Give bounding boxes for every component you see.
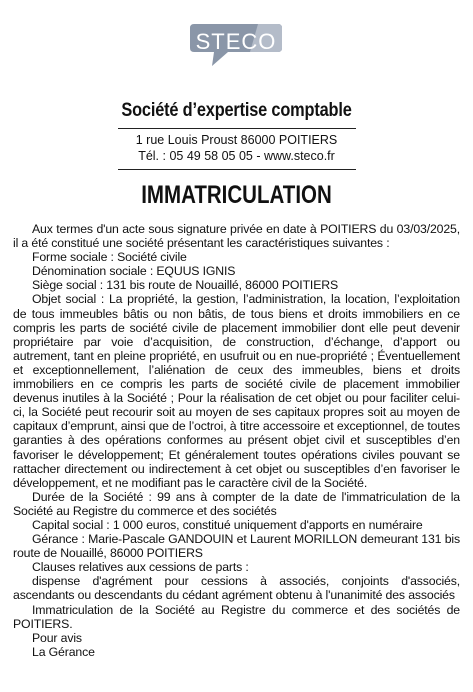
- header-rule-top: [118, 128, 356, 129]
- notice-capital: Capital social : 1 000 euros, constitué uniquement d'apports en numéraire: [32, 517, 423, 532]
- notice-objet: Objet social : La propriété, la gestion, l’administration, la location, l’exploitation de tous immeubles bâtis ou non bâtis, de tous biens et droits immobiliers en ce compris les parts de société civile de placement immobilier dont elle peut devenir propriétaire par voie d’acquisition, de construction, d’échange, d’apport ou autrement, tant en pleine propriété, en usufruit ou en nue-propriété ; Éventuellement et exceptionnellement, l’aliénation de ceux des immeubles, biens et droits immobiliers en ce compris les parts de société civile de placement immobilier devenus inutiles à la Société ; Pour la réalisation de cet objet ou pour faciliter celui-ci, la Société peut recourir soit au moyen de ses capitaux propres soit au moyen de capitaux d’emprunt, ainsi que de l’octroi, à titre accessoire et exceptionnel, de toutes garanties à des opérations conformes au présent objet civil et susceptibles d’en favoriser le développement; Et généralement toutes opérations civiles pouvant se rattacher directement ou indirectement à cet objet ou susceptibles d’en favoriser le développement, et ne modifiant pas le caractère civil de la Société.: [13, 292, 460, 490]
- company-header: [0, 100, 473, 122]
- notice-intro: Aux termes d'un acte sous signature privée en date à POITIERS du 03/03/2025, il a été constitué une société présentant les caractéristiques suivantes :: [13, 222, 460, 251]
- notice-signature: La Gérance: [32, 644, 95, 659]
- notice-gerance: Gérance : Marie-Pascale GANDOUIN et Laurent MORILLON demeurant 131 bis route de Nouaillé, 86000 POITIERS: [13, 532, 460, 561]
- notice-title: IMMATRICULATION: [141, 181, 332, 209]
- notice-body: [13, 222, 460, 659]
- notice-pour-avis: Pour avis: [32, 630, 82, 645]
- notice-duree: Durée de la Société : 99 ans à compter de la date de l'immatriculation de la Société au Registre du commerce et des sociétés: [13, 489, 460, 518]
- company-address: 1 rue Louis Proust 86000 POITIERS: [135, 133, 338, 147]
- logo-text: STECO: [195, 29, 277, 54]
- notice-denomination: Dénomination sociale : EQUUS IGNIS: [32, 264, 236, 279]
- company-name: Société d’expertise comptable: [121, 100, 352, 121]
- notice-siege: Siège social : 131 bis route de Nouaillé, 86000 POITIERS: [32, 278, 339, 293]
- notice-immatriculation: Immatriculation de la Société au Registre du commerce et des sociétés de POITIERS.: [13, 602, 460, 631]
- notice-clauses-text: dispense d'agrément pour cessions à associés, conjoints d'associés, ascendants ou descendants du cédant agrément obtenu à l'unanimité des associés: [13, 574, 460, 603]
- notice-forme: Forme sociale : Société civile: [32, 250, 187, 265]
- header-rule-bottom: [118, 169, 356, 170]
- notice-clauses-title: Clauses relatives aux cessions de parts :: [32, 560, 249, 575]
- company-contact: Tél. : 05 49 58 05 05 - www.steco.fr: [138, 149, 335, 163]
- steco-logo: [188, 20, 284, 68]
